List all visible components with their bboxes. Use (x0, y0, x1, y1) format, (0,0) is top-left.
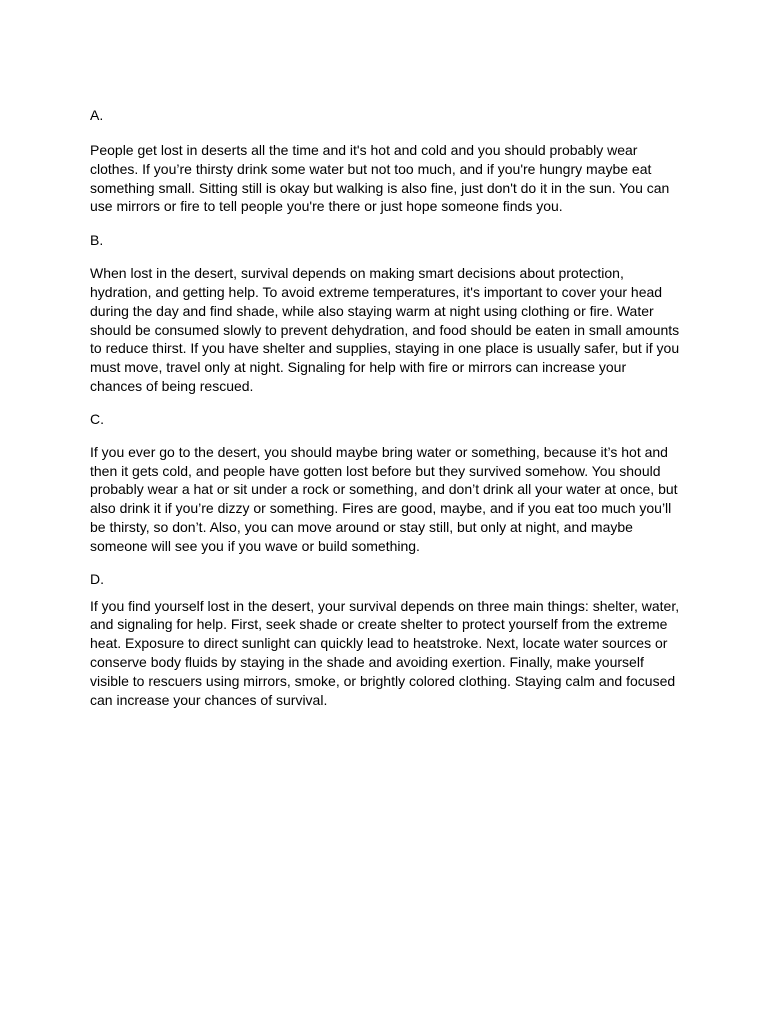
section-label-d: D. (90, 570, 104, 587)
section-paragraph-c: If you ever go to the desert, you should maybe bring water or something, because it’s hot and then it gets cold, and people have gotten lost before but they survived somehow. You should probably wear a hat or sit under a rock or something, and don’t drink all your water at once, but also drink it if you’re dizzy or something. Fires are good, maybe, and if you eat too much you’ll be thirsty, so don’t. Also, you can move around or stay still, but only at night, and maybe someone will see you if you wave or build something. (90, 443, 678, 554)
section-paragraph-a: People get lost in deserts all the time and it's hot and cold and you should probably wear clothes. If you’re thirsty drink some water but not too much, and if you're hungry maybe eat something small. Sitting still is okay but walking is also fine, just don't do it in the sun. You can use mirrors or fire to tell people you're there or just hope someone finds you. (90, 142, 670, 215)
section-label-c: C. (90, 410, 104, 427)
section-paragraph-b: When lost in the desert, survival depends on making smart decisions about protection, hydration, and getting help. To avoid extreme temperatures, it's important to cover your head during the day and find shade, while also staying warm at night using clothing or fire. Water should be consumed slowly to prevent dehydration, and food should be eaten in small amounts to reduce thirst. If you have shelter and supplies, staying in one place is usually safer, but if you must move, travel only at night. Signaling for help with fire or mirrors can increase your chances of being rescued. (90, 265, 680, 394)
document-body (90, 106, 680, 709)
section-label-b: B. (90, 232, 104, 249)
section-label-a: A. (90, 107, 104, 123)
section-paragraph-d: If you find yourself lost in the desert, your survival depends on three main things: shelter, water, and signaling for help. First, seek shade or create shelter to protect yourself from the extreme heat. Exposure to direct sunlight can quickly lead to heatstroke. Next, locate water sources or conserve body fluids by staying in the shade and avoiding exertion. Finally, make yourself visible to rescuers using mirrors, smoke, or brightly colored clothing. Staying calm and focused can increase your chances of survival. (90, 597, 680, 708)
